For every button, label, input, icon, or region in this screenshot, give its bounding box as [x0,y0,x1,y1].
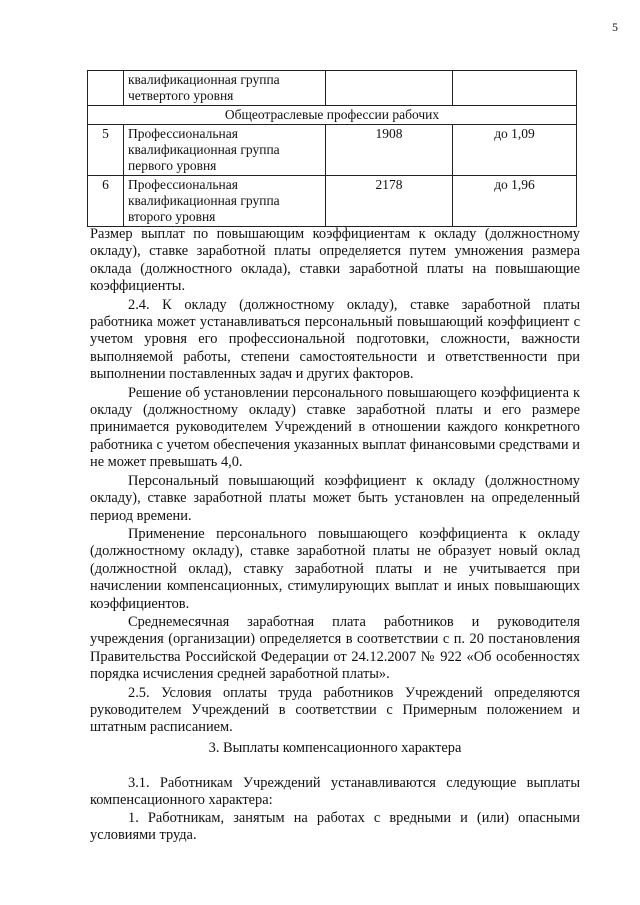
group-name: Профессиональная квалификационная группа второго уровня [124,176,326,227]
paragraph: Персональный повышающий коэффициент к окладу (должностному окладу), ставке заработной платы может быть установлен на определенный период времени. [90,472,580,524]
table-section-row [88,106,577,125]
section-title: Общеотраслевые профессии рабочих [88,106,577,125]
section-heading: 3. Выплаты компенсационного характера [208,740,462,756]
paragraph: 2.4. К окладу (должностному окладу), ставке заработной платы работника может устанавливаться персональный повышающий коэффициент с учетом уровня его профессиональной подготовки, сложности, важности выполняемой работы, степени самостоятельности и ответственности при выполнении поставленных задач и других факторов. [90,296,580,383]
paragraph: Применение персонального повышающего коэффициента к окладу (должностному окладу), ставке заработной платы не образует новый оклад (должностной оклад), ставку заработной платы и не учитывается при начислении компенсационных, стимулирующих выплат и иных повышающих коэффициентов. [90,525,580,612]
salary-value: 1908 [326,125,453,176]
coefficient-value [453,71,577,106]
coefficient-value: до 1,09 [453,125,577,176]
salary-value [326,71,453,106]
group-name: Профессиональная квалификационная группа первого уровня [124,125,326,176]
row-number [88,71,124,106]
paragraph: 1. Работникам, занятым на работах с вредными и (или) опасными условиями труда. [90,809,580,844]
page-number: 5 [612,20,618,34]
row-number: 6 [88,176,124,227]
coefficient-value: до 1,96 [453,176,577,227]
pay-table [87,70,577,227]
paragraph: 2.5. Условия оплаты труда работников Учреждений определяются руководителем Учреждений в соответствии с Примерным положением и штатным расписанием. [90,684,580,736]
salary-value: 2178 [326,176,453,227]
paragraph: Среднемесячная заработная плата работников и руководителя учреждения (организации) определяется в соответствии с п. 20 постановления Правительства Российской Федерации от 24.12.2007 № 922 «Об особенностях порядка исчисления средней заработной платы». [90,613,580,683]
section-body [90,775,580,845]
paragraph: 3.1. Работникам Учреждений устанавливаются следующие выплаты компенсационного характера: [90,775,580,809]
paragraph: Решение об установлении персонального повышающего коэффициента к окладу (должностному окладу) ставке заработной платы и его размере принимается руководителем Учреждений в отношении каждого конкретного работника с учетом обеспечения указанных выплат финансовыми средствами и не может превышать 4,0. [90,384,580,471]
group-name: квалификационная группа четвертого уровня [124,71,326,106]
paragraph: Размер выплат по повышающим коэффициентам к окладу (должностному окладу), ставке заработной платы определяется путем умножения размера оклада (должностного оклада), ставки заработной платы на повышающие коэффициенты. [90,226,580,295]
table-row [88,71,577,106]
table-row [88,176,577,227]
table-row [88,125,577,176]
body-text [90,226,580,737]
row-number: 5 [88,125,124,176]
